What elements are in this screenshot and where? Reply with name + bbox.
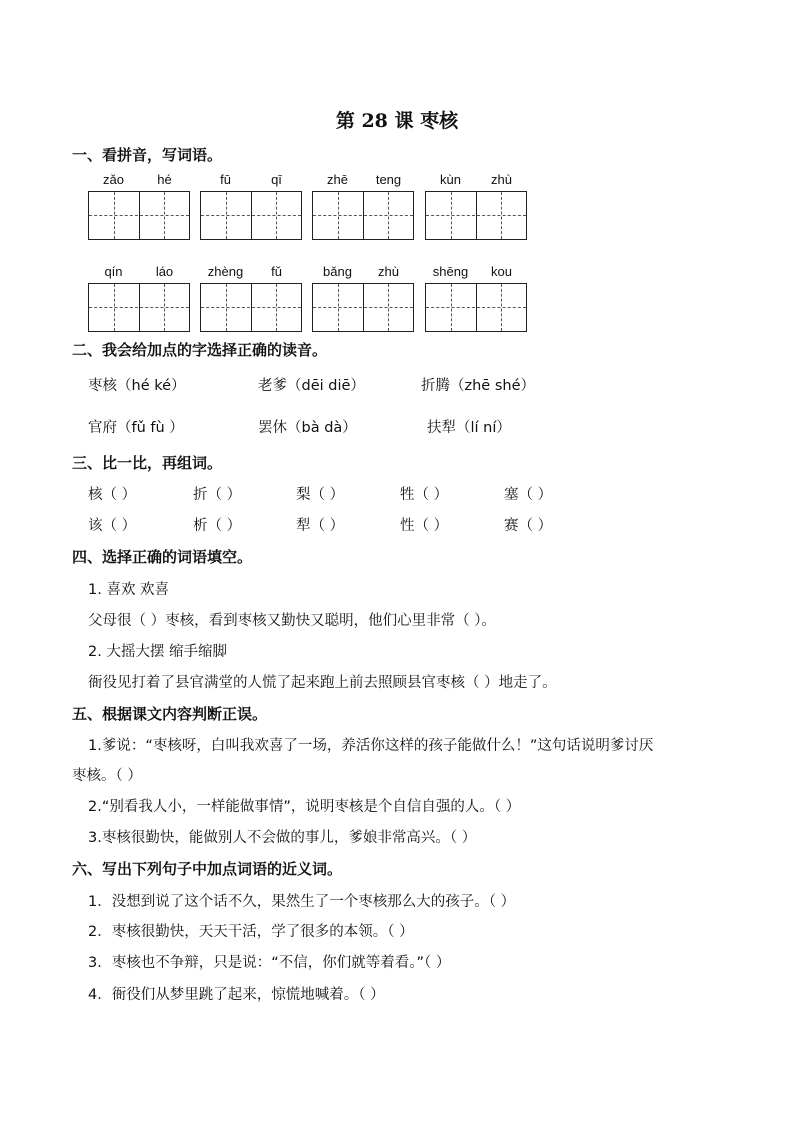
compare-item: 赛（ ）: [504, 518, 553, 534]
question-sentence: 父母很（ ）枣核，看到枣核又勤快又聪明，他们心里非常（ ）。: [88, 613, 496, 629]
writing-grid[interactable]: [200, 191, 302, 240]
compare-item: 梨（ ）: [296, 487, 345, 503]
section-2-heading: 二、我会给加点的字选择正确的读音。: [72, 341, 328, 359]
pinyin-label: teng: [375, 172, 402, 187]
pinyin-label: zhē: [327, 172, 348, 187]
compare-item: 折（ ）: [193, 487, 242, 503]
section-4-heading: 四、选择正确的词语填空。: [72, 548, 253, 566]
writing-grid[interactable]: [88, 283, 190, 332]
question-words: 2. 大摇大摆 缩手缩脚: [88, 644, 228, 660]
compare-item: 塞（ ）: [504, 487, 553, 503]
synonym-question: 4．衙役们从梦里跳了起来，惊慌地喊着。（ ）: [88, 987, 385, 1003]
section-6-heading: 六、写出下列句子中加点词语的近义词。: [72, 860, 343, 878]
writing-grid[interactable]: [312, 191, 414, 240]
section-5-heading: 五、根据课文内容判断正误。: [72, 705, 268, 723]
reading-choice-item: 枣核（hé ké）: [88, 378, 186, 394]
pinyin-label: kùn: [440, 172, 461, 187]
writing-grid[interactable]: [88, 191, 190, 240]
writing-grid[interactable]: [312, 283, 414, 332]
compare-item: 核（ ）: [88, 487, 137, 503]
reading-choice-item: 扶犁（lí ní）: [427, 420, 511, 436]
synonym-question: 1．没想到说了这个话不久，果然生了一个枣核那么大的孩子。（ ）: [88, 894, 516, 910]
pinyin-label: zhù: [491, 172, 512, 187]
compare-item: 犁（ ）: [296, 518, 345, 534]
pinyin-label: qín: [104, 264, 123, 279]
pinyin-label: qī: [271, 172, 282, 187]
compare-item: 析（ ）: [193, 518, 242, 534]
compare-item: 牲（ ）: [400, 487, 449, 503]
pinyin-label: fǔ: [271, 264, 282, 279]
judge-question: 3.枣核很勤快，能做别人不会做的事儿，爹娘非常高兴。（ ）: [88, 830, 477, 846]
pinyin-label: kou: [491, 264, 512, 279]
reading-choice-item: 官府（fǔ fù ）: [88, 420, 184, 436]
reading-choice-item: 老爹（dēi diē）: [258, 378, 365, 394]
pinyin-label: bǎng: [323, 264, 352, 279]
judge-question: 2.“别看我人小，一样能做事情”，说明枣核是个自信自强的人。（ ）: [88, 799, 521, 815]
section-3-heading: 三、比一比，再组词。: [72, 454, 223, 472]
compare-item: 性（ ）: [400, 518, 449, 534]
reading-choice-item: 罢休（bà dà）: [258, 420, 357, 436]
page-title: 第 28 课 枣核: [335, 110, 459, 132]
judge-question-cont: 枣核。（ ）: [72, 768, 142, 784]
writing-grid[interactable]: [200, 283, 302, 332]
question-words: 1. 喜欢 欢喜: [88, 582, 170, 598]
reading-choice-item: 折腾（zhē shé）: [421, 378, 535, 394]
judge-question: 1.爹说：“枣核呀，白叫我欢喜了一场，养活你这样的孩子能做什么！”这句话说明爹讨厌: [88, 738, 654, 754]
pinyin-label: láo: [155, 264, 174, 279]
synonym-question: 2．枣核很勤快，天天干活，学了很多的本领。（ ）: [88, 924, 414, 940]
pinyin-label: zhù: [378, 264, 399, 279]
writing-grid[interactable]: [425, 283, 527, 332]
pinyin-label: shēng: [432, 264, 469, 279]
question-sentence: 衙役见打着了县官满堂的人慌了起来跑上前去照顾县官枣核（ ）地走了。: [88, 675, 557, 691]
section-1-heading: 一、看拼音，写词语。: [72, 146, 223, 164]
compare-item: 该（ ）: [88, 518, 137, 534]
pinyin-label: zhèng: [207, 264, 244, 279]
writing-grid[interactable]: [425, 191, 527, 240]
pinyin-label: hé: [157, 172, 172, 187]
pinyin-label: zǎo: [103, 172, 124, 187]
synonym-question: 3．枣核也不争辩，只是说：“不信，你们就等着看。”（ ）: [88, 955, 451, 971]
pinyin-label: fū: [220, 172, 231, 187]
